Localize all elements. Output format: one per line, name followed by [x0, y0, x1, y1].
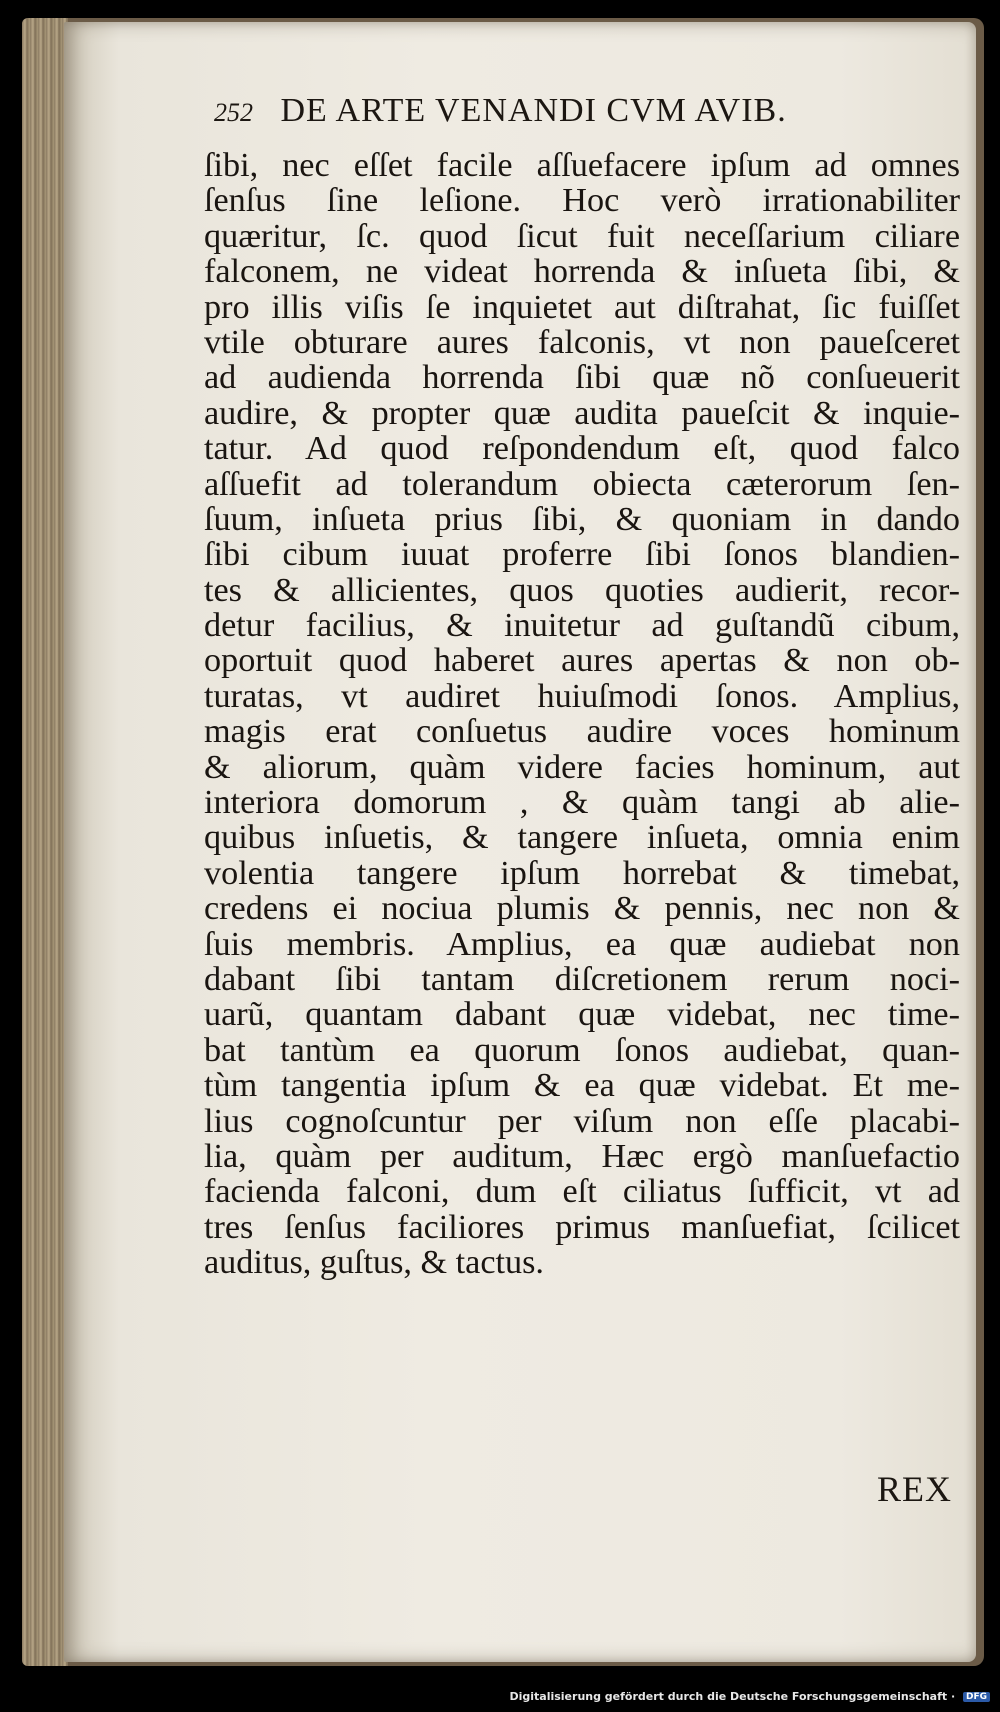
text-line: ſibi, nec eſſet facile aſſuefacere ipſum ad omnes	[204, 147, 960, 184]
text-line: magis erat conſuetus audire voces hominum	[204, 713, 960, 751]
text-line: ſuum, inſueta prius ſibi, & quoniam in dando	[204, 500, 960, 538]
text-line: credens ei nociua plumis & pennis, nec non &	[204, 890, 960, 928]
text-line: turatas, vt audiret huiuſmodi ſonos. Amplius,	[204, 677, 960, 715]
text-line: & aliorum, quàm videre facies hominum, aut	[204, 748, 960, 786]
text-line: volentia tangere ipſum horrebat & timebat,	[204, 854, 960, 892]
text-line: oportuit quod haberet aures apertas & non ob-	[204, 642, 960, 680]
text-line: aſſuefit ad tolerandum obiecta cæterorum ſen-	[204, 465, 960, 503]
page-edges	[22, 18, 68, 1666]
dfg-logo: DFG	[963, 1692, 990, 1702]
running-title: DE ARTE VENANDI CVM AVIB.	[280, 92, 787, 129]
footer-credit-text: Digitalisierung gefördert durch die Deutsche Forschungsgemeinschaft ·	[509, 1690, 956, 1703]
text-line: ſuis membris. Amplius, ea quæ audiebat non	[204, 925, 960, 963]
text-line: tùm tangentia ipſum & ea quæ videbat. Et me-	[204, 1067, 960, 1105]
text-line: tres ſenſus faciliores primus manſuefiat, ſcilicet	[204, 1208, 960, 1246]
running-head	[214, 92, 944, 130]
text-line: uarũ, quantam dabant quæ videbat, nec time-	[204, 996, 960, 1034]
text-line: ſenſus ſine leſione. Hoc verò irrationabiliter	[204, 182, 960, 220]
text-line: facienda falconi, dum eſt ciliatus ſufficit, vt ad	[204, 1173, 960, 1211]
text-line: dabant ſibi tantam diſcretionem rerum noci-	[204, 960, 960, 998]
text-line: falconem, ne videat horrenda & inſueta ſibi, &	[204, 253, 960, 291]
text-line: quæritur, ſc. quod ſicut fuit neceſſarium ciliare	[204, 217, 960, 255]
body-text	[204, 148, 960, 1281]
text-line: detur facilius, & inuitetur ad guſtandũ cibum,	[204, 607, 960, 645]
text-line: ad audienda horrenda ſibi quæ nõ conſueuerit	[204, 359, 960, 397]
catchword: REX	[877, 1469, 952, 1509]
text-line: lius cognoſcuntur per viſum non eſſe placabi-	[204, 1102, 960, 1140]
footer-credit	[0, 1690, 990, 1703]
text-line: quibus inſuetis, & tangere inſueta, omnia enim	[204, 819, 960, 857]
text-line: lia, quàm per auditum, Hæc ergò manſuefactio	[204, 1137, 960, 1175]
text-line: bat tantùm ea quorum ſonos audiebat, quan-	[204, 1031, 960, 1069]
text-line: pro illis viſis ſe inquietet aut diſtrahat, ſic fuiſſet	[204, 288, 960, 326]
text-line: tatur. Ad quod reſpondendum eſt, quod falco	[204, 430, 960, 468]
text-line: tes & allicientes, quos quoties audierit, recor-	[204, 571, 960, 609]
text-line: auditus, guſtus, & tactus.	[204, 1244, 544, 1282]
page-number: 252	[214, 98, 253, 127]
text-line: vtile obturare aures falconis, vt non paueſceret	[204, 323, 960, 361]
text-line: ſibi cibum iuuat proferre ſibi ſonos blandien-	[204, 536, 960, 574]
text-line: audire, & propter quæ audita paueſcit & inquie-	[204, 394, 960, 432]
text-line: interiora domorum , & quàm tangi ab alie-	[204, 784, 960, 822]
